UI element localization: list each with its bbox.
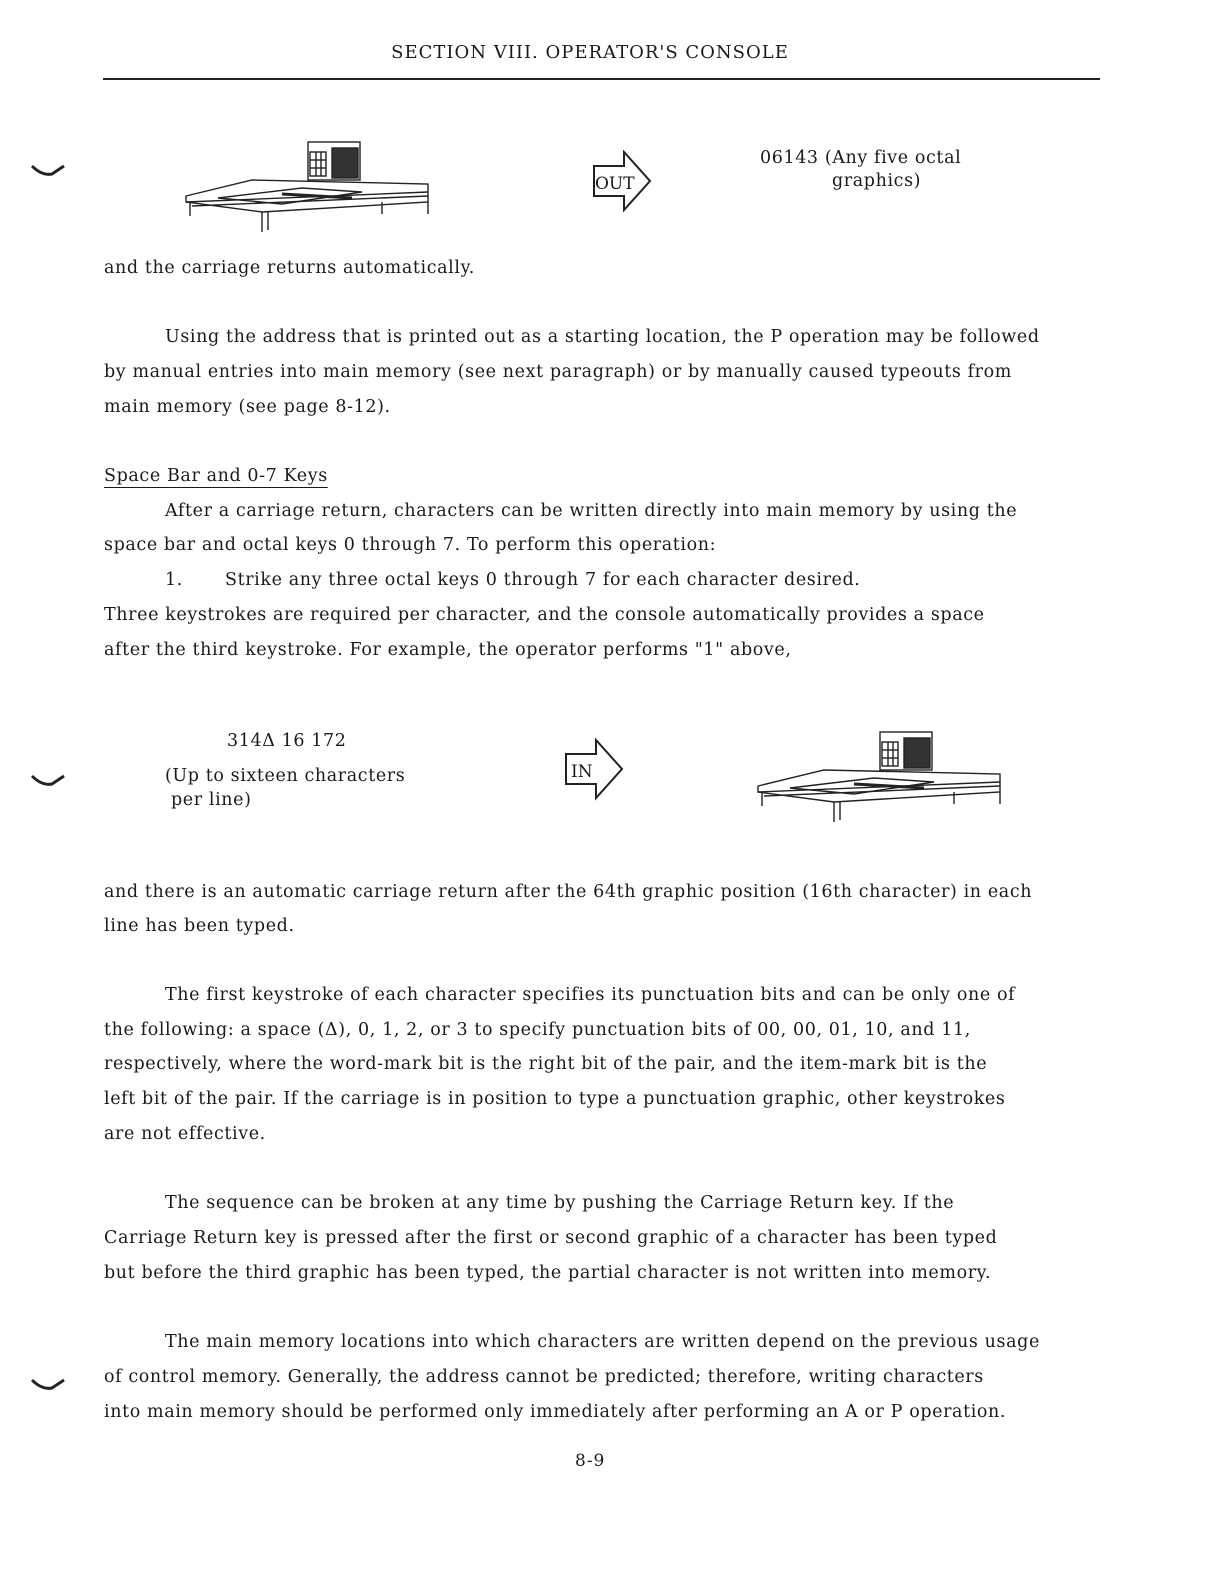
paragraph-line: main memory (see page 8-12). bbox=[104, 397, 391, 417]
paragraph-line: respectively, where the word-mark bit is the right bit of the pair, and the item-mark bit is the bbox=[104, 1054, 988, 1074]
paragraph-line: left bit of the pair. If the carriage is in position to type a punctuation graphic, other keystrokes bbox=[104, 1089, 1006, 1109]
page-number: 8-9 bbox=[575, 1451, 606, 1471]
paragraph-line: after the third keystroke. For example, the operator performs "1" above, bbox=[104, 640, 792, 660]
paragraph-line: Using the address that is printed out as a starting location, the P operation may be followed bbox=[165, 327, 1040, 347]
paragraph-line: After a carriage return, characters can be written directly into main memory by using the bbox=[165, 501, 1018, 521]
out-arrow bbox=[592, 150, 654, 214]
paragraph-line: The sequence can be broken at any time by pushing the Carriage Return key. If the bbox=[165, 1193, 955, 1213]
paragraph-line: space bar and octal keys 0 through 7. To perform this operation: bbox=[104, 535, 717, 555]
out-arrow-label: OUT bbox=[595, 174, 635, 194]
in-arrow-label: IN bbox=[571, 762, 593, 782]
input-note-line1: (Up to sixteen characters bbox=[165, 766, 406, 786]
margin-tick-mark bbox=[30, 1376, 66, 1394]
output-sample-line1: 06143 (Any five octal bbox=[760, 148, 962, 168]
console-illustration bbox=[754, 730, 1006, 826]
console-illustration bbox=[182, 140, 434, 236]
input-note-line2: per line) bbox=[171, 790, 252, 810]
paragraph-line: The first keystroke of each character specifies its punctuation bits and can be only one of bbox=[165, 985, 1016, 1005]
step-number: 1. bbox=[165, 570, 183, 590]
paragraph-line: the following: a space (Δ), 0, 1, 2, or 3 to specify punctuation bits of 00, 00, 01, 10, and 11, bbox=[104, 1020, 971, 1040]
paragraph-line: are not effective. bbox=[104, 1124, 266, 1144]
margin-tick-mark bbox=[30, 162, 66, 180]
paragraph-line: but before the third graphic has been typed, the partial character is not written into memory. bbox=[104, 1263, 991, 1283]
paragraph-line: Carriage Return key is pressed after the first or second graphic of a character has been typed bbox=[104, 1228, 998, 1248]
input-sample-value: 314Δ 16 172 bbox=[227, 731, 347, 751]
paragraph-line: by manual entries into main memory (see next paragraph) or by manually caused typeouts from bbox=[104, 362, 1012, 382]
paragraph-line: The main memory locations into which characters are written depend on the previous usage bbox=[165, 1332, 1040, 1352]
paragraph-carriage-return: and the carriage returns automatically. bbox=[104, 258, 475, 278]
paragraph-line: Three keystrokes are required per character, and the console automatically provides a space bbox=[104, 605, 985, 625]
header-rule bbox=[103, 78, 1100, 80]
page-header: SECTION VIII. OPERATOR'S CONSOLE bbox=[391, 42, 789, 63]
paragraph-line: into main memory should be performed only immediately after performing an A or P operation. bbox=[104, 1402, 1007, 1422]
paragraph-line: of control memory. Generally, the address cannot be predicted; therefore, writing characters bbox=[104, 1367, 984, 1387]
paragraph-line: line has been typed. bbox=[104, 916, 295, 936]
paragraph-line: and there is an automatic carriage return after the 64th graphic position (16th character) in each bbox=[104, 882, 1033, 902]
output-sample-line2: graphics) bbox=[832, 171, 922, 191]
step-text: Strike any three octal keys 0 through 7 for each character desired. bbox=[225, 570, 861, 590]
in-arrow bbox=[564, 738, 626, 802]
margin-tick-mark bbox=[30, 772, 66, 790]
section-heading: Space Bar and 0-7 Keys bbox=[104, 466, 328, 486]
